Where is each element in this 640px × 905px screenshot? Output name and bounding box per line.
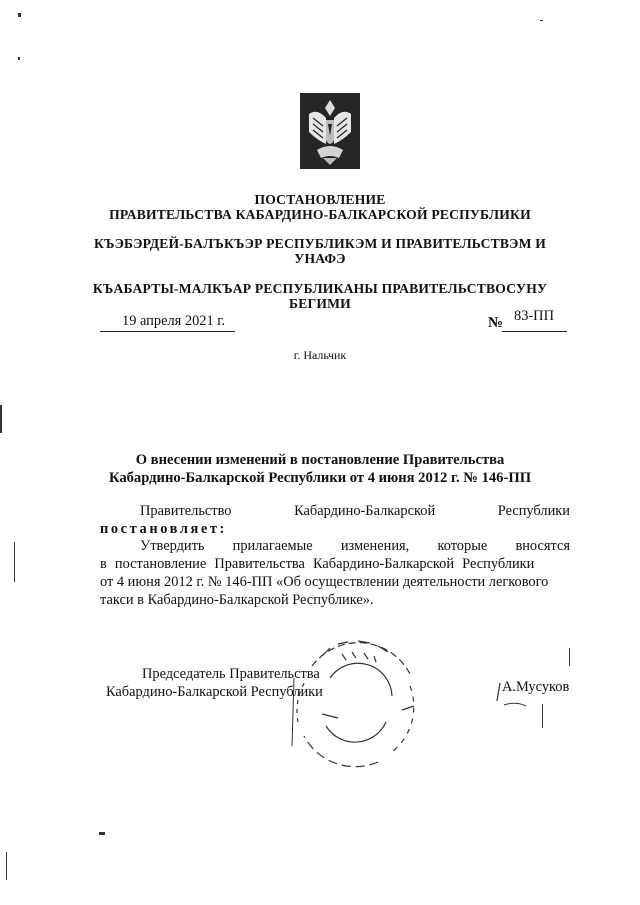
- body-paragraph1: [100, 503, 570, 521]
- signer-position-line1: Председатель Правительства: [142, 666, 320, 682]
- scan-speck: [18, 13, 21, 17]
- government-name-kabardian-line1: КЪЭБЭРДЕЙ-БАЛЪКЪЭР РЕСПУБЛИКЭМ И ПРАВИТЕЛЬСТВЭМ И: [93, 236, 547, 251]
- date-underline: [100, 331, 235, 332]
- scan-edge-mark: [569, 648, 570, 666]
- document-number: 83-ПП: [514, 308, 554, 324]
- government-name-kabardian-line2: УНАФЭ: [294, 251, 346, 266]
- body-word: Кабардино-Балкарской: [294, 503, 436, 519]
- document-city: г. Нальчик: [293, 348, 347, 362]
- coat-of-arms-icon: [299, 92, 361, 170]
- body-paragraph2-line2: в постановление Правительства Кабардино-Балкарской Республики: [100, 556, 535, 572]
- document-date: 19 апреля 2021 г.: [122, 313, 226, 329]
- body-word: Республики: [497, 503, 570, 519]
- body-word: Правительство: [140, 503, 232, 519]
- decision-word: постановляет:: [100, 521, 227, 537]
- signer-position-line2: Кабардино-Балкарской Республики: [106, 684, 323, 700]
- scan-speck: [99, 832, 105, 835]
- scan-edge-mark: [542, 704, 543, 728]
- government-name-balkar-line1: КЪАБАРТЫ-МАЛКЪАР РЕСПУБЛИКАНЫ ПРАВИТЕЛЬСТВОСУНУ: [92, 281, 548, 296]
- subject-line1: О внесении изменений в постановление Правительства: [135, 452, 505, 468]
- document-title: ПОСТАНОВЛЕНИЕ: [254, 192, 386, 207]
- body-word: прилагаемые: [232, 538, 313, 554]
- government-name-ru: ПРАВИТЕЛЬСТВА КАБАРДИНО-БАЛКАРСКОЙ РЕСПУБЛИКИ: [109, 207, 531, 222]
- body-word: вносятся: [515, 538, 570, 554]
- scan-edge-mark: [14, 542, 15, 582]
- body-word: изменения,: [340, 538, 410, 554]
- signer-name: А.Мусуков: [502, 679, 570, 695]
- government-name-balkar-line2: БЕГИМИ: [289, 296, 351, 311]
- body-word: которые: [437, 538, 488, 554]
- body-paragraph2-line3: от 4 июня 2012 г. № 146-ПП «Об осуществлении деятельности легкового: [100, 574, 549, 590]
- body-paragraph2-line1: [100, 538, 570, 556]
- scan-speck: [540, 20, 543, 21]
- body-word: Утвердить: [140, 538, 205, 554]
- scan-edge-mark: [6, 852, 7, 880]
- number-underline: [502, 331, 567, 332]
- number-label: №: [488, 315, 504, 331]
- scan-speck: [18, 57, 20, 60]
- subject-line2: Кабардино-Балкарской Республики от 4 июня 2012 г. № 146-ПП: [108, 470, 532, 486]
- body-paragraph2-line4: такси в Кабардино-Балкарской Республике».: [100, 592, 374, 608]
- scan-edge-mark: [0, 405, 2, 433]
